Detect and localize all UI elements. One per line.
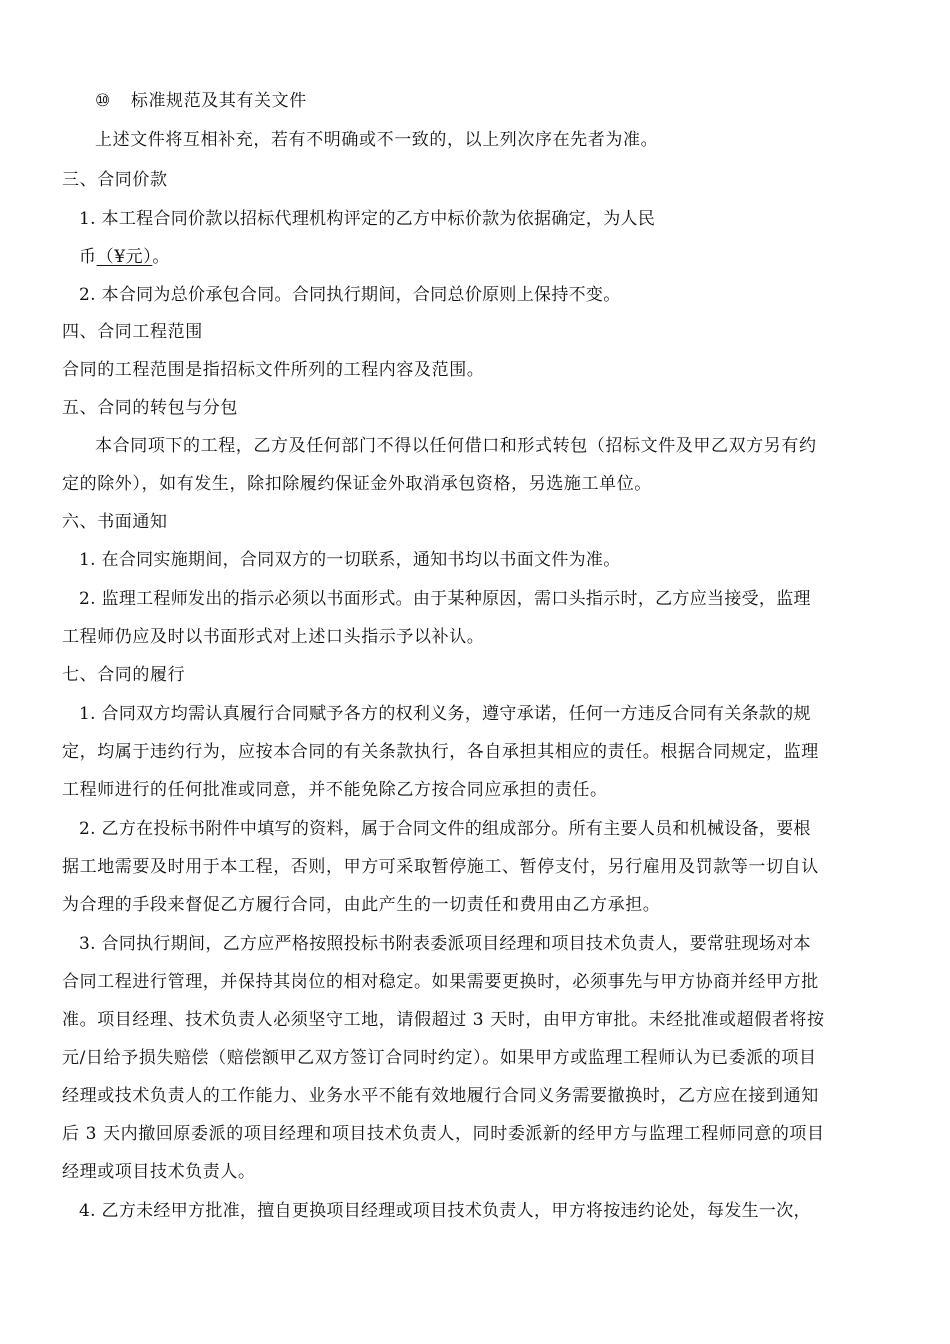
- sec7-p3-line3: 准。项目经理、技术负责人必须坚守工地，请假超过 3 天时，由甲方审批。未经批准或超假者将按: [62, 1010, 825, 1030]
- order-note: 上述文件将互相补充，若有不明确或不一致的，以上列次序在先者为准。: [95, 130, 659, 150]
- sec7-p3-line4: 元/日给予损失赔偿（赔偿额甲乙双方签订合同时约定）。如果甲方或监理工程师认为已委派的项目: [62, 1048, 817, 1068]
- item-marker: ⑩: [95, 91, 111, 111]
- price-amount: （¥元）: [96, 247, 153, 267]
- sec3-p1-line1: 1. 本工程合同价款以招标代理机构评定的乙方中标价款为依据确定，为人民: [79, 209, 656, 229]
- sec7-p1-line2: 定，均属于违约行为，应按本合同的有关条款执行，各自承担其相应的责任。根据合同规定，监理: [62, 742, 819, 762]
- item-text: 标准规范及其有关文件: [130, 91, 307, 111]
- sec7-p1-line1: 1. 合同双方均需认真履行合同赋予各方的权利义务，遵守承诺，任何一方违反合同有关条款的规: [79, 704, 811, 724]
- sec6-p1: 1. 在合同实施期间，合同双方的一切联系，通知书均以书面文件为准。: [79, 550, 621, 570]
- sec5-body-line1: 本合同项下的工程，乙方及任何部门不得以任何借口和形式转包（招标文件及甲乙双方另有约: [95, 436, 817, 456]
- period: 。: [152, 247, 170, 267]
- sec3-p2: 2. 本合同为总价承包合同。合同执行期间，合同总价原则上保持不变。: [79, 285, 621, 305]
- sec7-p2-line2: 据工地需要及时用于本工程，否则，甲方可采取暂停施工、暂停支付，另行雇用及罚款等一切自认: [62, 857, 819, 877]
- section-heading-6: 六、书面通知: [62, 512, 168, 532]
- sec7-p3-line1: 3. 合同执行期间，乙方应严格按照投标书附表委派项目经理和项目技术负责人，要常驻现场对本: [79, 934, 811, 954]
- sec3-p1-line2: [79, 247, 170, 267]
- sec7-p1-line3: 工程师进行的任何批准或同意，并不能免除乙方按合同应承担的责任。: [62, 780, 608, 800]
- sec6-p2-line2: 工程师仍应及时以书面形式对上述口头指示予以补认。: [62, 627, 485, 647]
- sec4-body: 合同的工程范围是指招标文件所列的工程内容及范围。: [62, 360, 485, 380]
- sec7-p2-line1: 2. 乙方在投标书附件中填写的资料，属于合同文件的组成部分。所有主要人员和机械设备，要根: [79, 819, 811, 839]
- sec6-p2-line1: 2. 监理工程师发出的指示必须以书面形式。由于某种原因，需口头指示时，乙方应当接受，监理: [79, 589, 811, 609]
- section-heading-7: 七、合同的履行: [62, 665, 186, 685]
- sec5-body-line2: 定的除外），如有发生，除扣除履约保证金外取消承包资格，另选施工单位。: [62, 474, 652, 494]
- sec7-p3-line5: 经理或技术负责人的工作能力、业务水平不能有效地履行合同义务需要撤换时，乙方应在接到通知: [62, 1086, 819, 1106]
- section-heading-3: 三、合同价款: [62, 170, 168, 190]
- sec7-p4: 4. 乙方未经甲方批准，擅自更换项目经理或项目技术负责人，甲方将按违约论处，每发生一次，: [79, 1201, 811, 1221]
- list-item-10: [95, 91, 307, 111]
- sec7-p3-line7: 经理或项目技术负责人。: [62, 1162, 256, 1182]
- sec7-p3-line2: 合同工程进行管理，并保持其岗位的相对稳定。如果需要更换时，必须事先与甲方协商并经甲方批: [62, 972, 819, 992]
- currency-word: 币: [79, 247, 97, 267]
- section-heading-5: 五、合同的转包与分包: [62, 398, 238, 418]
- sec7-p2-line3: 为合理的手段来督促乙方履行合同，由此产生的一切责任和费用由乙方承担。: [62, 895, 661, 915]
- sec7-p3-line6: 后 3 天内撤回原委派的项目经理和项目技术负责人，同时委派新的经甲方与监理工程师同意的项目: [62, 1124, 825, 1144]
- section-heading-4: 四、合同工程范围: [62, 322, 203, 342]
